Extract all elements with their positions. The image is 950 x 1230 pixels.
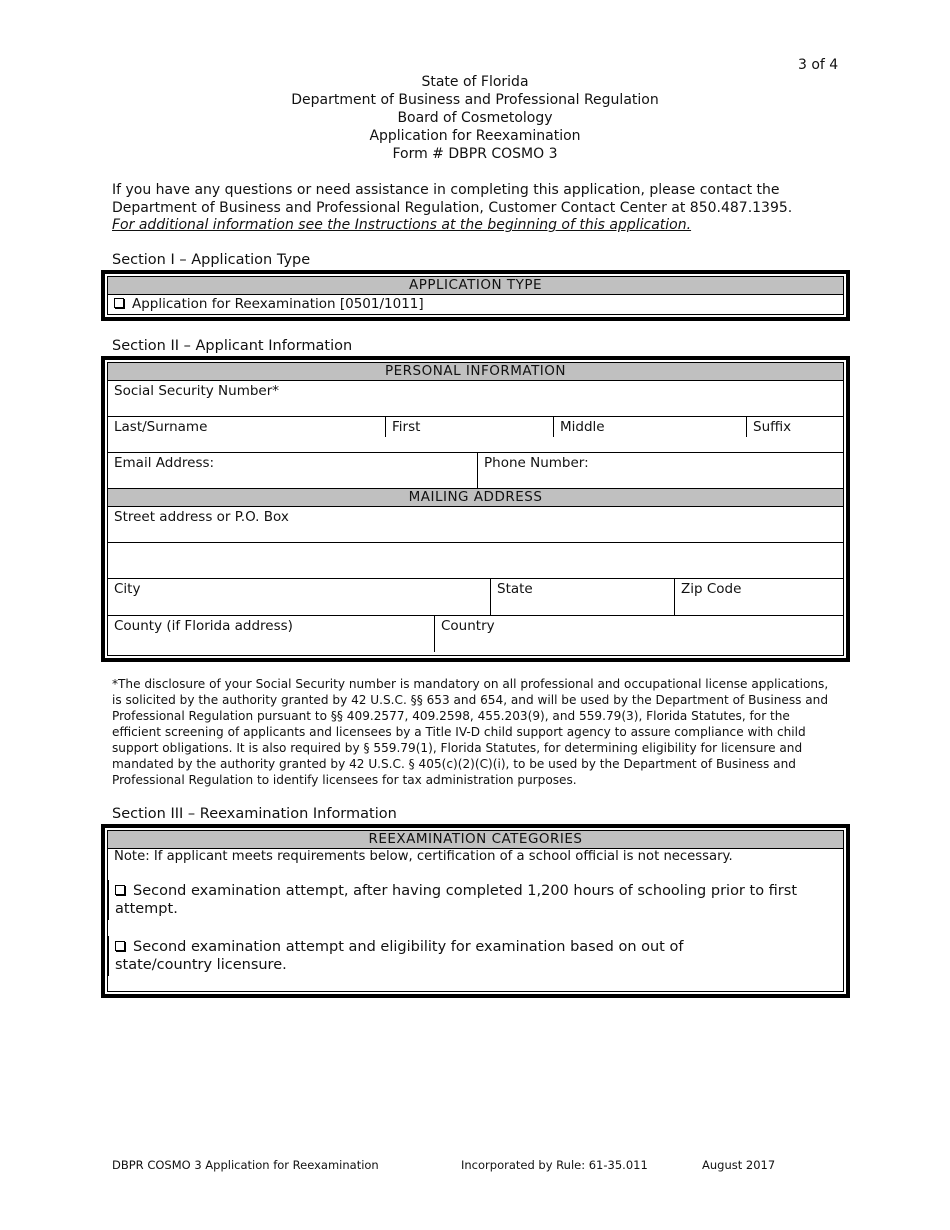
state-field[interactable] <box>490 579 674 615</box>
header-form-title: Application for Reexamination <box>369 128 581 144</box>
section-2-title: Section II – Applicant Information <box>112 338 353 354</box>
header-board: Board of Cosmetology <box>397 110 553 126</box>
city-label: City <box>114 581 141 597</box>
first-name-label: First <box>385 417 426 437</box>
email-label: Email Address: <box>114 455 215 471</box>
name-field[interactable] <box>108 417 843 453</box>
zip-code-label: Zip Code <box>681 581 742 597</box>
street-address-label: Street address or P.O. Box <box>114 509 289 525</box>
page-number: 3 of 4 <box>798 57 839 73</box>
reexam-option-label: Application for Reexamination [0501/1011] <box>132 296 424 312</box>
option-schooling-label: Second examination attempt, after having completed 1,200 hours of schooling prior to first attempt. <box>115 883 798 917</box>
footer-rule: Incorporated by Rule: 61-35.011 <box>461 1158 648 1172</box>
phone-label: Phone Number: <box>484 455 589 471</box>
footer-form-name: DBPR COSMO 3 Application for Reexamination <box>112 1158 379 1172</box>
header-state: State of Florida <box>421 74 529 90</box>
option-out-of-state-checkbox[interactable] <box>115 941 125 951</box>
ssn-label: Social Security Number* <box>114 383 280 399</box>
phone-field[interactable] <box>477 453 843 488</box>
reexam-categories-band: REEXAMINATION CATEGORIES <box>108 831 843 849</box>
county-field[interactable] <box>108 616 434 652</box>
section-1-title: Section I – Application Type <box>112 252 311 268</box>
county-label: County (if Florida address) <box>114 618 293 634</box>
suffix-label: Suffix <box>746 417 797 437</box>
street-address-field[interactable] <box>108 507 843 542</box>
option-out-of-state-row <box>108 936 843 976</box>
personal-info-band: PERSONAL INFORMATION <box>108 363 843 381</box>
footer-date: August 2017 <box>702 1158 776 1172</box>
instructions-note: For additional information see the Instructions at the beginning of this application. <box>112 217 692 233</box>
reexam-option-row <box>108 295 843 314</box>
intro-line-1: If you have any questions or need assistance in completing this application, please contact the <box>112 182 780 198</box>
intro-line-2: Department of Business and Professional Regulation, Customer Contact Center at 850.487.1395. <box>112 199 793 216</box>
zip-code-field[interactable] <box>674 579 843 615</box>
reexam-info-box <box>101 824 850 998</box>
intro-text <box>112 182 832 235</box>
state-label: State <box>497 581 533 597</box>
reexam-checkbox[interactable] <box>114 298 124 308</box>
ssn-field[interactable] <box>108 381 843 416</box>
header-department: Department of Business and Professional Regulation <box>291 92 659 108</box>
option-out-of-state-label: Second examination attempt and eligibility for examination based on out of state/country licensure. <box>115 939 684 973</box>
mailing-address-band: MAILING ADDRESS <box>108 489 843 507</box>
city-field[interactable] <box>108 579 490 615</box>
reexam-note: Note: If applicant meets requirements below, certification of a school official is not necessary. <box>114 849 733 864</box>
section-3-title: Section III – Reexamination Information <box>112 806 397 822</box>
form-header <box>0 73 950 163</box>
middle-name-label: Middle <box>553 417 611 437</box>
ssn-disclosure-text: *The disclosure of your Social Security number is mandatory on all professional and occupational license applications, is solicited by the authority granted by 42 U.S.C. §§ 653 and 654, and will be used by the Department of Business and Professional Regulation pursuant to §§ 409.2577, 409.2598, 455.203(9), and 559.79(3), Florida Statutes, for the efficient screening of applicants and licensees by a Title IV-D child support agency to assure compliance with child support obligations. It is also required by § 559.79(1), Florida Statutes, for determining eligibility for licensure and mandated by the authority granted by 42 U.S.C. § 405(c)(2)(C)(i), to be used by the Department of Business and Professional Regulation to identify licensees for tax administration purposes. <box>112 677 829 787</box>
header-form-number: Form # DBPR COSMO 3 <box>392 146 558 162</box>
last-name-label: Last/Surname <box>114 419 208 435</box>
email-field[interactable] <box>108 453 477 488</box>
option-schooling-checkbox[interactable] <box>115 885 125 895</box>
country-label: Country <box>441 618 495 634</box>
applicant-info-box <box>101 356 850 662</box>
country-field[interactable] <box>434 616 843 652</box>
application-type-box <box>101 270 850 321</box>
street-address-line-2[interactable] <box>108 543 843 578</box>
option-schooling-row <box>108 880 843 920</box>
application-type-band: APPLICATION TYPE <box>108 277 843 295</box>
